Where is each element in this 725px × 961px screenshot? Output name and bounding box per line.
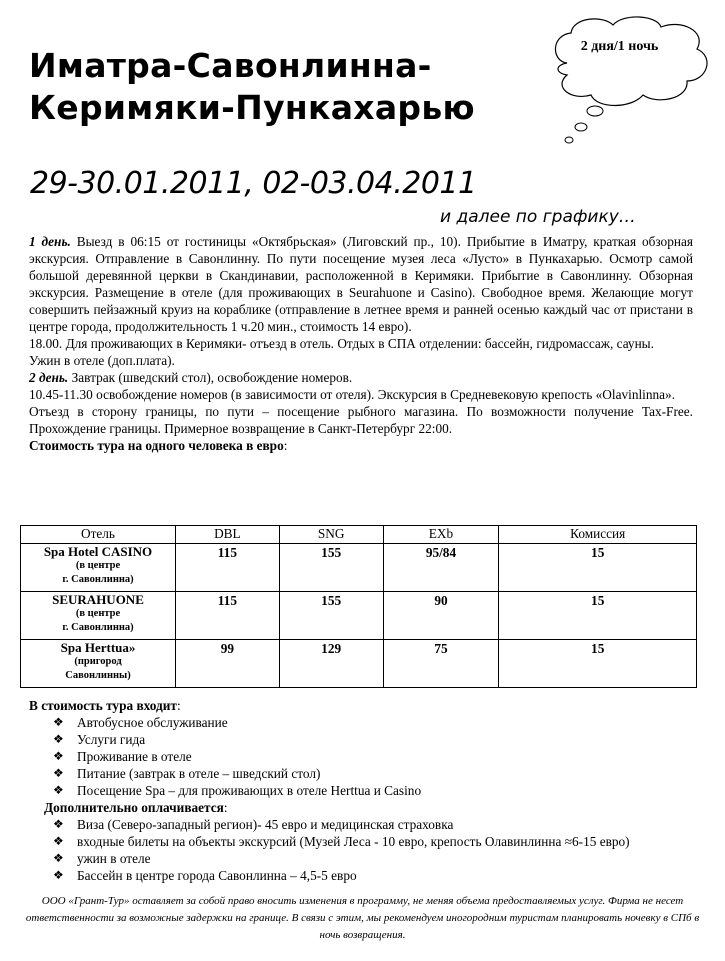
- diamond-bullet-icon: ❖: [53, 851, 64, 865]
- hotel-name: SEURAHUONE: [52, 592, 144, 607]
- price-dbl: 115: [176, 544, 280, 592]
- price-sng: 129: [279, 640, 383, 688]
- day2-paragraph: [29, 369, 693, 386]
- table-row: [21, 640, 697, 688]
- diamond-bullet-icon: ❖: [53, 732, 64, 746]
- diamond-bullet-icon: ❖: [53, 783, 64, 797]
- hotel-note: Савонлинны): [65, 670, 131, 681]
- diamond-bullet-icon: ❖: [53, 749, 64, 763]
- hotel-name: Spa Herttua»: [60, 640, 136, 655]
- price-dbl: 99: [176, 640, 280, 688]
- included-heading: В стоимость тура входит: [29, 698, 177, 713]
- extra-list: [29, 816, 709, 884]
- price-table-header: [21, 526, 697, 544]
- included-heading-line: В стоимость тура входит:: [29, 698, 181, 713]
- list-item: ❖ Посещение Spa – для проживающих в отеле Herttua и Casino: [53, 783, 422, 798]
- cloud-shape: [547, 15, 717, 165]
- price-commission: 15: [499, 592, 697, 640]
- day1-text: Выезд в 06:15 от гостиницы «Октябрьская» (Лиговский пр., 10). Прибытие в Иматру, краткая обзорная экскурсия. Отправление в Савонлинну. По пути посещение музея леса «Лусто» в Пункахарью. Осмотр самой большой деревянной церкви в Скандинавии, расположенной в Керимяки. Прибытие в Савонлинну. Обзорная экскурсия. Размещение в отеле (для проживающих в Seurahuone и Casino). Свободное время. Желающие могут совершить пейзажный круиз на кораблике (отправление в летнее время и ранней осенью каждый час от пристани в центре города, продолжительность 1 ч.20 мин., стоимость 14 евро).: [29, 234, 693, 334]
- page-title: [29, 45, 549, 129]
- extra-heading: Дополнительно оплачивается: [44, 800, 224, 815]
- hotel-note: (в центре: [75, 560, 121, 571]
- day2-label: 2 день.: [29, 370, 69, 385]
- hotel-note: г. Савонлинна): [62, 574, 134, 585]
- col-hotel: Отель: [21, 526, 176, 544]
- hotel-note: (пригород: [74, 656, 122, 667]
- tour-dates: 29-30.01.2011, 02-03.04.2011: [30, 166, 477, 201]
- price-exb: 75: [383, 640, 499, 688]
- list-item: ❖ Бассейн в центре города Савонлинна – 4,5-5 евро: [53, 868, 357, 883]
- price-commission: 15: [499, 544, 697, 592]
- inclusions: [29, 697, 709, 884]
- title-line-1: Иматра-Савонлинна-: [29, 46, 432, 85]
- list-item: ❖ входные билеты на объекты экскурсий (Музей Леса - 10 евро, крепость Олавинлинна ≈6-15 евро): [53, 834, 630, 849]
- day2-text: Завтрак (шведский стол), освобождение номеров.: [68, 370, 353, 385]
- list-item: ❖ Автобусное обслуживание: [53, 715, 228, 730]
- col-sng: SNG: [279, 526, 383, 544]
- schedule-note: и далее по графику…: [440, 207, 636, 227]
- list-item: ❖ ужин в отеле: [53, 851, 151, 866]
- price-dbl: 115: [176, 592, 280, 640]
- program-text: [29, 233, 693, 454]
- price-heading: Стоимость тура на одного человека в евро: [29, 438, 284, 453]
- price-sng: 155: [279, 592, 383, 640]
- col-commission: Комиссия: [499, 526, 697, 544]
- day1-label: 1 день.: [29, 234, 71, 249]
- list-item: ❖ Услуги гида: [53, 732, 146, 747]
- day2-return: Отъезд в сторону границы, по пути – посещение рыбного магазина. По возможности получение Tax-Free. Прохождение границы. Примерное возвращение в Санкт-Петербург 22:00.: [29, 404, 693, 436]
- hotel-cell: [21, 544, 176, 592]
- hotel-name: Spa Hotel CASINO: [43, 544, 153, 559]
- day1-dinner: Ужин в отеле (доп.плата).: [29, 353, 175, 368]
- diamond-bullet-icon: ❖: [53, 715, 64, 729]
- included-list: [29, 714, 709, 799]
- price-exb: 90: [383, 592, 499, 640]
- duration-cloud: [547, 15, 717, 165]
- title-line-2: Керимяки-Пункахарью: [29, 88, 475, 127]
- price-exb: 95/84: [383, 544, 499, 592]
- hotel-note: (в центре: [75, 608, 121, 619]
- price-heading-line: Стоимость тура на одного человека в евро:: [29, 438, 288, 453]
- col-dbl: DBL: [176, 526, 280, 544]
- list-item: ❖ Проживание в отеле: [53, 749, 192, 764]
- day2-checkout: 10.45-11.30 освобождение номеров (в зависимости от отеля). Экскурсия в Средневековую крепость «Olavinlinna».: [29, 387, 676, 402]
- extra-heading-line: Дополнительно оплачивается:: [44, 800, 228, 815]
- price-sng: 155: [279, 544, 383, 592]
- diamond-bullet-icon: ❖: [53, 766, 64, 780]
- hotel-note: г. Савонлинна): [62, 622, 134, 633]
- list-item: ❖ Виза (Северо-западный регион)- 45 евро и медицинская страховка: [53, 817, 454, 832]
- col-exb: EXb: [383, 526, 499, 544]
- hotel-cell: [21, 592, 176, 640]
- table-row: [21, 592, 697, 640]
- price-commission: 15: [499, 640, 697, 688]
- diamond-bullet-icon: ❖: [53, 834, 64, 848]
- day1-spa: 18.00. Для проживающих в Керимяки- отъезд в отель. Отдых в СПА отделении: бассейн, гидромассаж, сауны.: [29, 336, 654, 351]
- duration-label: 2 дня/1 ночь: [580, 39, 659, 54]
- table-row: [21, 544, 697, 592]
- footer-disclaimer: ООО «Грант-Тур» оставляет за собой право вносить изменения в программу, не меняя объема предоставляемых услуг. Фирма не несет ответственности за возможные задержки на границе. В связи с этим, мы рекомендуем иногородним туристам планировать ночевку в СПб в ночь возвращения.: [25, 895, 700, 941]
- list-item: ❖ Питание (завтрак в отеле – шведский стол): [53, 766, 321, 781]
- diamond-bullet-icon: ❖: [53, 868, 64, 882]
- price-table: [20, 525, 697, 688]
- day1-paragraph: [29, 233, 693, 335]
- hotel-cell: [21, 640, 176, 688]
- diamond-bullet-icon: ❖: [53, 817, 64, 831]
